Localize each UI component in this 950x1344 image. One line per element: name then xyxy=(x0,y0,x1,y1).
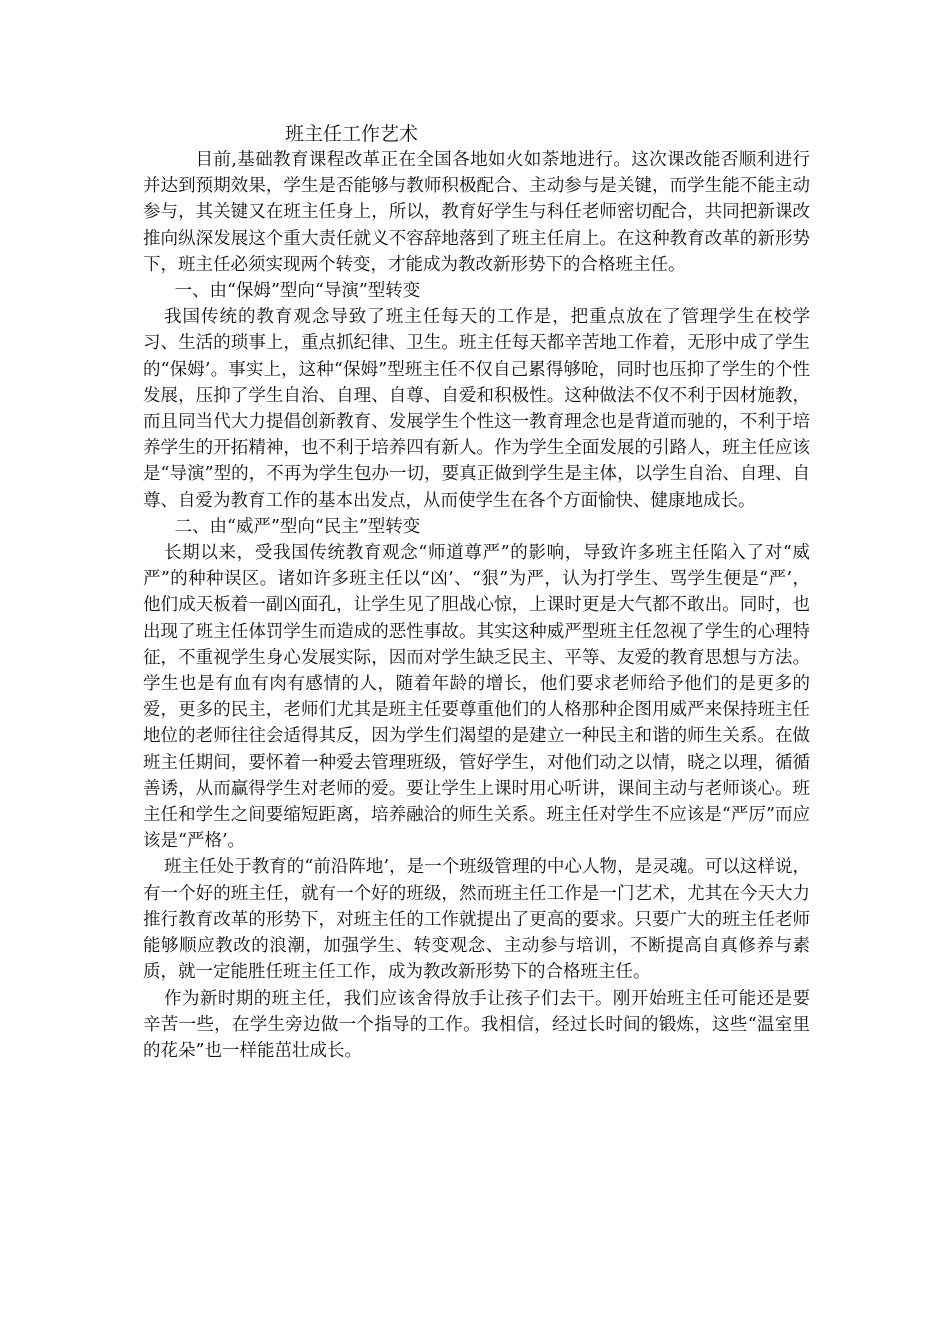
intro-paragraph: 目前,基础教育课程改革正在全国各地如火如荼地进行。这次课改能否顺利进行并达到预期效果，学生是否能够与教师积极配合、主动参与是关键，而学生能不能主动参与，其关键又在班主任身上，所以，教育好学生与科任老师密切配合，共同把新课改推向纵深发展这个重大责任就义不容辞地落到了班主任肩上。在这种教育改革的新形势下，班主任必须实现两个转变，才能成为教改新形势下的合格班主任。 xyxy=(143,150,810,275)
closing-paragraph: 作为新时期的班主任，我们应该舍得放手让孩子们去干。刚开始班主任可能还是要辛苦一些，在学生旁边做一个指导的工作。我相信，经过长时间的锻炼，这些“温室里的花朵”也一样能茁壮成长。 xyxy=(143,988,810,1061)
summary-paragraph: 班主任处于教育的“前沿阵地’，是一个班级管理的中心人物，是灵魂。可以这样说，有一个好的班主任，就有一个好的班级，然而班主任工作是一门艺术，尤其在今天大力推行教育改革的形势下，对班主任的工作就提出了更高的要求。只要广大的班主任老师能够顺应教改的浪潮，加强学生、转变观念、主动参与培训，不断提高自真修养与素质，就一定能胜任班主任工作，成为教改新形势下的合格班主任。 xyxy=(143,857,810,983)
document-title: 班主任工作艺术 xyxy=(285,123,419,145)
document-body xyxy=(143,147,810,1064)
section-2-paragraph: 长期以来，受我国传统教育观念“师道尊严”的影响，导致许多班主任陷入了对“威严”的种种误区。诸如许多班主任以“凶’、“狠”为严，认为打学生、骂学生便是“严’，他们成天板着一副凶面孔，让学生见了胆战心惊，上课时更是大气都不敢出。同时，也出现了班主任体罚学生而造成的恶性事故。其实这种威严型班主任忽视了学生的心理特征，不重视学生身心发展实际，因而对学生缺乏民主、平等、友爱的教育思想与方法。学生也是有血有肉有感情的人，随着年龄的增长，他们要求老师给予他们的是更多的爱，更多的民主，老师们尤其是班主任要尊重他们的人格那种企图用威严来保持班主任地位的老师往往会适得其反，因为学生们渴望的是建立一种民主和谐的师生关系。在做班主任期间，要怀着一种爱去管理班级，管好学生，对他们动之以情，晓之以理，循循善诱，从而赢得学生对老师的爱。要让学生上课时用心听讲，课间主动与老师谈心。班主任和学生之间要缩短距离，培养融洽的师生关系。班主任对学生不应该是“严厉”而应该是“严格’。 xyxy=(143,543,810,852)
section-heading-1: 一、由“保姆”型向“导演”型转变 xyxy=(174,281,421,302)
section-heading-2: 二、由“威严”型向“民主”型转变 xyxy=(174,516,421,537)
section-1-paragraph: 我国传统的教育观念导致了班主任每天的工作是，把重点放在了管理学生在校学习、生活的琐事上，重点抓纪律、卫生。班主任每天都辛苦地工作着，无形中成了学生的“保姆’。事实上，这种“保姆”型班主任不仅自己累得够呛，同时也压抑了学生的个性发展，压抑了学生自治、自理、自尊、自爱和积极性。这种做法不仅不利于因材施教，而且同当代大力提倡创新教育、发展学生个性这一教育理念也是背道而驰的，不利于培养学生的开拓精神，也不利于培养四有新人。作为学生全面发展的引路人，班主任应该是“导演”型的，不再为学生包办一切，要真正做到学生是主体，以学生自治、自理、自尊、自爱为教育工作的基本出发点，从而使学生在各个方面愉快、健康地成长。 xyxy=(143,307,810,511)
